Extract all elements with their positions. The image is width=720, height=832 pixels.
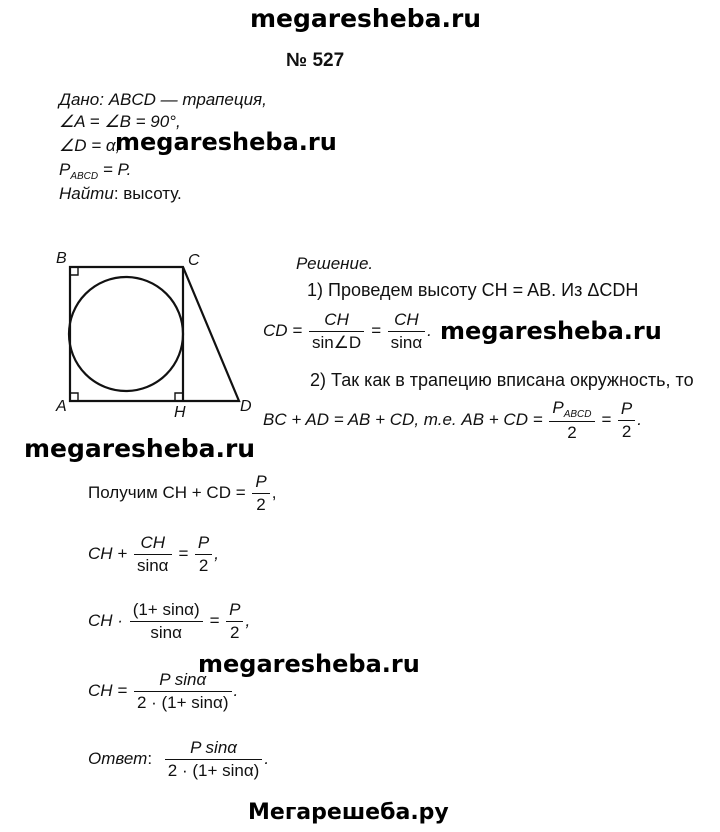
solution-title: Решение.: [296, 254, 374, 273]
right-angle-b: [70, 267, 78, 275]
watermark-given: megaresheba.ru: [115, 128, 337, 156]
solution-step-2: 2) Так как в трапецию вписана окружность, то: [310, 370, 694, 390]
label-c: C: [188, 252, 200, 269]
equation-2: CH · $\frac{(1+ \sin\alpha)}{\sin\alpha}$ = $\frac{P}{2}$ ,: [88, 600, 251, 642]
solution-step-1: 1) Проведем высоту CH = AB. Из ΔCDH: [307, 280, 639, 300]
formula-cd: CD = $\frac{CH}{\sin\angle D}$ = $\frac{CH}{\sin\alpha}$ .: [263, 310, 432, 352]
right-angle-a: [70, 393, 78, 401]
label-h: H: [174, 404, 186, 420]
trapezoid-figure: [50, 245, 260, 420]
given-line-2: ∠A = ∠B = 90°,: [59, 112, 181, 131]
label-a: A: [56, 398, 67, 415]
watermark-left: megaresheba.ru: [24, 434, 256, 463]
given-line-4: $P_{ABCD} = P$.: [59, 160, 132, 182]
find-line: Найти: высоту.: [59, 184, 182, 203]
watermark-center: megaresheba.ru: [198, 650, 420, 678]
formula-bc-ad: BC + AD = AB + CD, т.е. AB + CD = $\frac{P_{ABCD}}{2}$ = $\frac{P}{2}$ .: [263, 398, 642, 442]
watermark-solution: megaresheba.ru: [440, 317, 662, 345]
inscribed-circle: [69, 277, 183, 391]
given-line-1: Дано: ABCD — трапеция,: [59, 90, 267, 109]
given-line-3: ∠D = α,: [59, 136, 121, 155]
equation-1: CH + $\frac{CH}{\sin\alpha}$ = $\frac{P}{2}$ ,: [88, 533, 219, 575]
formula-get: Получим CH + CD = $\frac{P}{2}$ ,: [88, 472, 277, 514]
footer-watermark: Мегарешеба.ру: [248, 800, 449, 825]
label-d: D: [240, 398, 252, 415]
label-b: B: [56, 250, 67, 267]
watermark-top: megaresheba.ru: [250, 4, 482, 33]
equation-3: CH = $\frac{\text{P sinα}}{2 \cdot (1+ \sin\alpha)}$ .: [88, 670, 239, 712]
answer: Ответ: $\frac{\text{P sinα}}{2 \cdot (1+ \sin\alpha)}$ .: [88, 738, 270, 780]
problem-number: № 527: [286, 50, 345, 71]
right-angle-h: [175, 393, 183, 401]
